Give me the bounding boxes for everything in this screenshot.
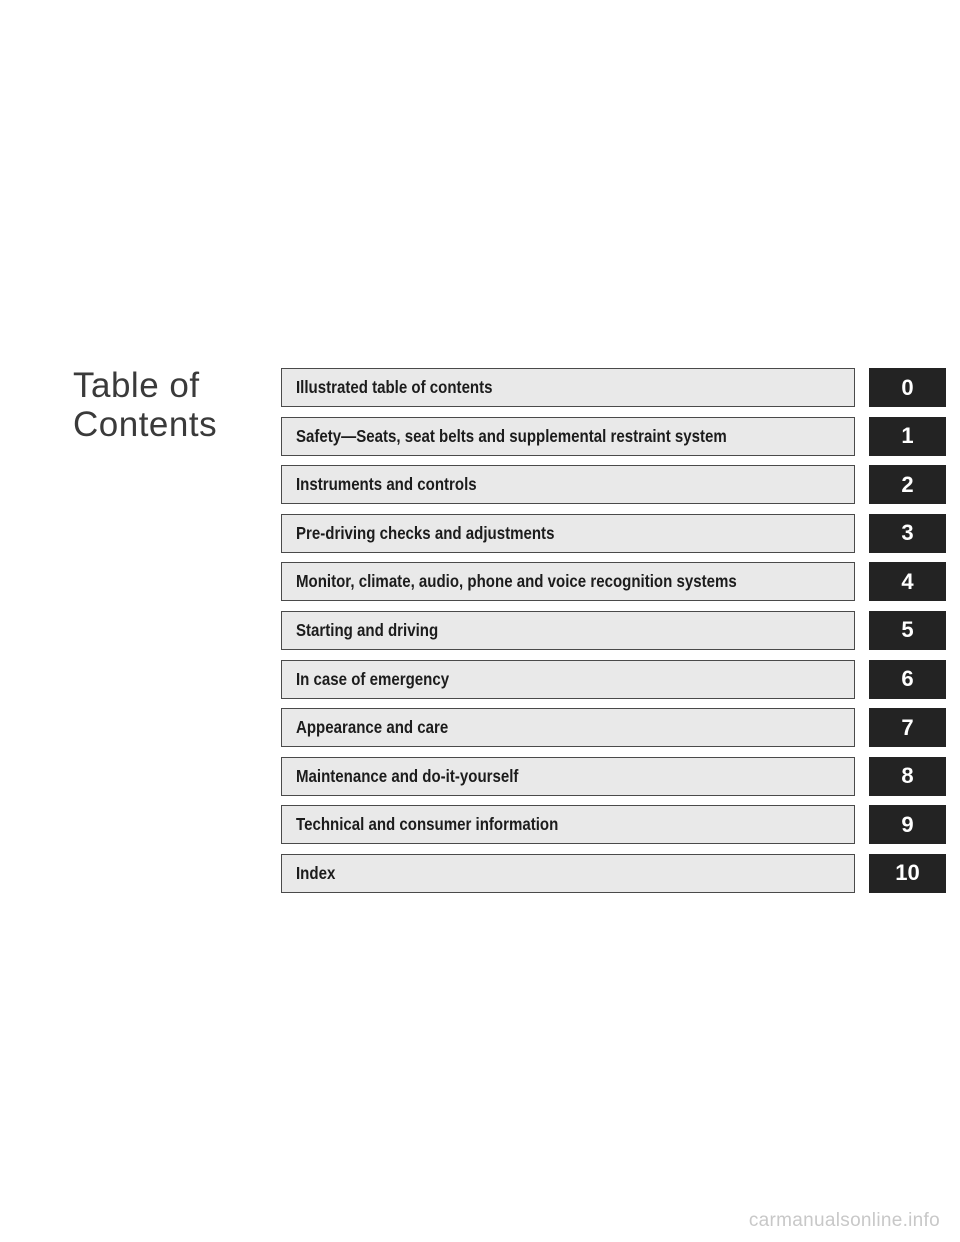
toc-section-title[interactable]: Instruments and controls bbox=[281, 465, 855, 504]
watermark-text: carmanualsonline.info bbox=[748, 1210, 940, 1231]
page-title-line-1: Table of bbox=[73, 366, 200, 405]
toc-row-section-8[interactable] bbox=[281, 757, 946, 796]
toc-section-title[interactable]: Appearance and care bbox=[281, 708, 855, 747]
section-tab-number[interactable]: 8 bbox=[869, 757, 946, 796]
toc-section-title[interactable]: Monitor, climate, audio, phone and voice recognition systems bbox=[281, 562, 855, 601]
toc-section-title[interactable]: Illustrated table of contents bbox=[281, 368, 855, 407]
page-title-line-2: Contents bbox=[73, 405, 218, 444]
toc-row-section-4[interactable] bbox=[281, 562, 946, 601]
toc-section-title[interactable]: Maintenance and do-it-yourself bbox=[281, 757, 855, 796]
table-of-contents bbox=[281, 368, 946, 903]
toc-row-section-2[interactable] bbox=[281, 465, 946, 504]
toc-section-title[interactable]: In case of emergency bbox=[281, 660, 855, 699]
toc-section-title[interactable]: Safety—Seats, seat belts and supplemental restraint system bbox=[281, 417, 855, 456]
section-tab-number[interactable]: 6 bbox=[869, 660, 946, 699]
section-tab-number[interactable]: 7 bbox=[869, 708, 946, 747]
section-tab-number[interactable]: 1 bbox=[869, 417, 946, 456]
toc-row-section-3[interactable] bbox=[281, 514, 946, 553]
toc-row-section-6[interactable] bbox=[281, 660, 946, 699]
section-tab-number[interactable]: 5 bbox=[869, 611, 946, 650]
toc-row-section-0[interactable] bbox=[281, 368, 946, 407]
toc-section-title[interactable]: Pre-driving checks and adjustments bbox=[281, 514, 855, 553]
toc-section-title[interactable]: Starting and driving bbox=[281, 611, 855, 650]
section-tab-number[interactable]: 3 bbox=[869, 514, 946, 553]
toc-row-section-9[interactable] bbox=[281, 805, 946, 844]
toc-row-section-10[interactable] bbox=[281, 854, 946, 893]
section-tab-number[interactable]: 2 bbox=[869, 465, 946, 504]
toc-section-title[interactable]: Technical and consumer information bbox=[281, 805, 855, 844]
section-tab-number[interactable]: 9 bbox=[869, 805, 946, 844]
page-title bbox=[73, 366, 263, 444]
section-tab-number[interactable]: 10 bbox=[869, 854, 946, 893]
toc-section-title[interactable]: Index bbox=[281, 854, 855, 893]
section-tab-number[interactable]: 0 bbox=[869, 368, 946, 407]
toc-row-section-7[interactable] bbox=[281, 708, 946, 747]
toc-row-section-1[interactable] bbox=[281, 417, 946, 456]
toc-row-section-5[interactable] bbox=[281, 611, 946, 650]
section-tab-number[interactable]: 4 bbox=[869, 562, 946, 601]
